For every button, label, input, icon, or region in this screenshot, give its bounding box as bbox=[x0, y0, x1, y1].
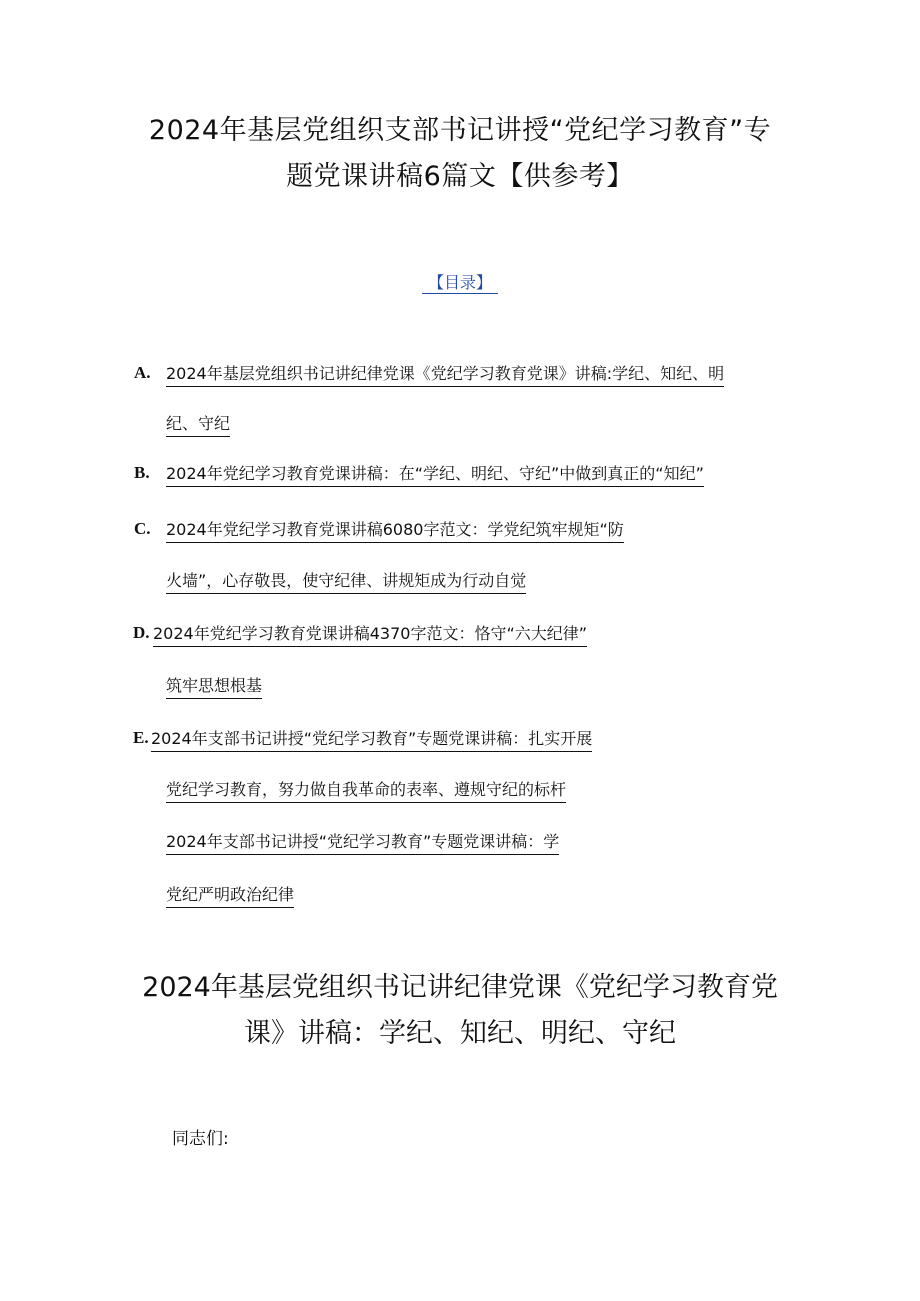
toc-link-e-line-2[interactable]: 党纪学习教育，努力做自我革命的表率、遵规守纪的标杆 bbox=[166, 779, 566, 803]
toc-link-c-line-1[interactable]: 2024年党纪学习教育党课讲稿6080字范文：学党纪筑牢规矩“防 bbox=[166, 519, 624, 543]
toc-link-a-line-2[interactable]: 纪、守纪 bbox=[166, 413, 230, 437]
section-heading-line-1: 2024年基层党组织书记讲纪律党课《党纪学习教育党 bbox=[142, 972, 778, 1003]
toc-link-d-line-2[interactable]: 筑牢思想根基 bbox=[166, 675, 262, 699]
toc-marker-e: E. bbox=[133, 728, 149, 747]
toc-link-b-line-1[interactable]: 2024年党纪学习教育党课讲稿：在“学纪、明纪、守纪”中做到真正的“知纪” bbox=[166, 463, 704, 487]
toc-link-a-line-1[interactable]: 2024年基层党组织书记讲纪律党课《党纪学习教育党课》讲稿:学纪、知纪、明 bbox=[166, 363, 724, 387]
document-title-line-1: 2024年基层党组织支部书记讲授“党纪学习教育”专 bbox=[148, 115, 772, 146]
toc-marker-d: D. bbox=[133, 623, 150, 642]
toc-heading bbox=[0, 270, 920, 293]
toc-heading-link[interactable]: 【目录】 bbox=[422, 273, 498, 294]
toc-link-d-line-1[interactable]: 2024年党纪学习教育党课讲稿4370字范文：恪守“六大纪律” bbox=[153, 623, 587, 647]
toc-link-f-line-2[interactable]: 党纪严明政治纪律 bbox=[166, 884, 294, 908]
toc-link-e-line-1[interactable]: 2024年支部书记讲授“党纪学习教育”专题党课讲稿：扎实开展 bbox=[151, 728, 592, 752]
toc-link-f-line-1[interactable]: 2024年支部书记讲授“党纪学习教育”专题党课讲稿：学 bbox=[166, 831, 559, 855]
toc-marker-c: C. bbox=[134, 519, 151, 538]
toc-link-c-line-2[interactable]: 火墙”，心存敬畏，使守纪律、讲规矩成为行动自觉 bbox=[166, 570, 526, 594]
section-heading bbox=[120, 965, 800, 1057]
document-title-line-2: 题党课讲稿6篇文【供参考】 bbox=[286, 161, 634, 192]
toc-marker-a: A. bbox=[134, 363, 151, 382]
section-heading-line-2: 课》讲稿：学纪、知纪、明纪、守纪 bbox=[244, 1018, 676, 1049]
toc-marker-b: B. bbox=[134, 463, 150, 482]
greeting-text: 同志们: bbox=[172, 1129, 229, 1149]
document-title bbox=[120, 108, 800, 200]
